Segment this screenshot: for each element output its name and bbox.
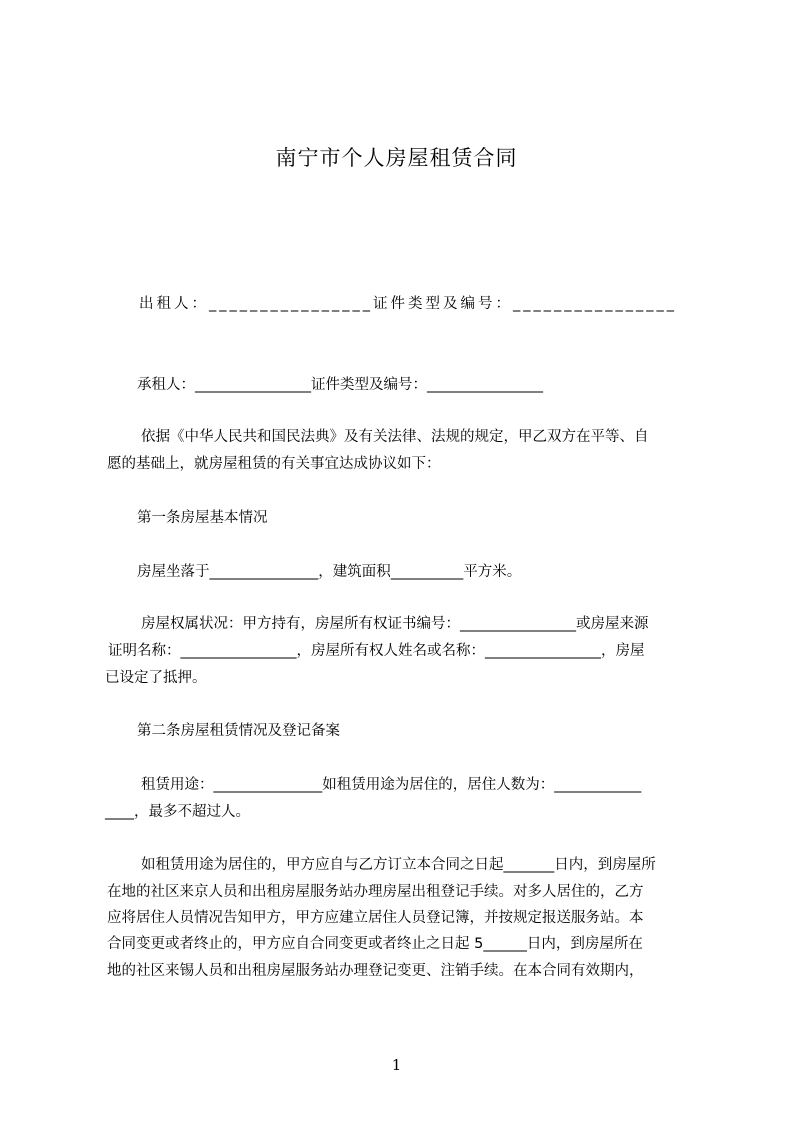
article1-heading: 第一条房屋基本情况 <box>137 510 268 526</box>
residence-line-2: 在地的社区来京人员和出租房屋服务站办理房屋出租登记手续。对多人居住的，乙方 <box>107 884 644 900</box>
page-number: 1 <box>391 1056 402 1074</box>
usage-line-1: 租赁用途：_______________如租赁用途为居住的，居住人数为：____________ <box>141 777 642 793</box>
ownership-line-1: 房屋权属状况：甲方持有，房屋所有权证书编号：________________或房屋来源 <box>141 616 649 632</box>
lessee-line: 承租人：________________证件类型及编号：________________ <box>137 377 543 393</box>
residence-line-5: 地的社区来锡人员和出租房屋服务站办理登记变更、注销手续。在本合同有效期内， <box>107 963 644 979</box>
intro-line-2: 愿的基础上，就房屋租赁的有关事宜达成协议如下： <box>107 456 441 472</box>
residence-line-4: 合同变更或者终止的，甲方应自合同变更或者终止之日起 5______日内，到房屋所在 <box>107 936 643 952</box>
article2-heading: 第二条房屋租赁情况及登记备案 <box>137 723 340 739</box>
ownership-line-2: 证明名称：________________，房屋所有权人姓名或名称：________________，房屋 <box>108 643 645 659</box>
document-title: 南宁市个人房屋租赁合同 <box>275 146 518 170</box>
location-line: 房屋坐落于_______________，建筑面积__________平方米。 <box>137 564 522 580</box>
intro-line-1: 依据《中华人民共和国民法典》及有关法律、法规的规定，甲乙双方在平等、自 <box>141 429 649 445</box>
usage-line-2: ____，最多不超过人。 <box>105 804 250 820</box>
lessor-line: 出租人：________________证件类型及编号：________________ <box>139 296 677 312</box>
ownership-line-3: 已设定了抵押。 <box>105 670 207 686</box>
residence-line-1: 如租赁用途为居住的，甲方应自与乙方订立本合同之日起_______日内，到房屋所 <box>141 857 656 873</box>
residence-line-3: 应将居住人员情况告知甲方，甲方应建立居住人员登记簿，并按规定报送服务站。本 <box>107 910 644 926</box>
